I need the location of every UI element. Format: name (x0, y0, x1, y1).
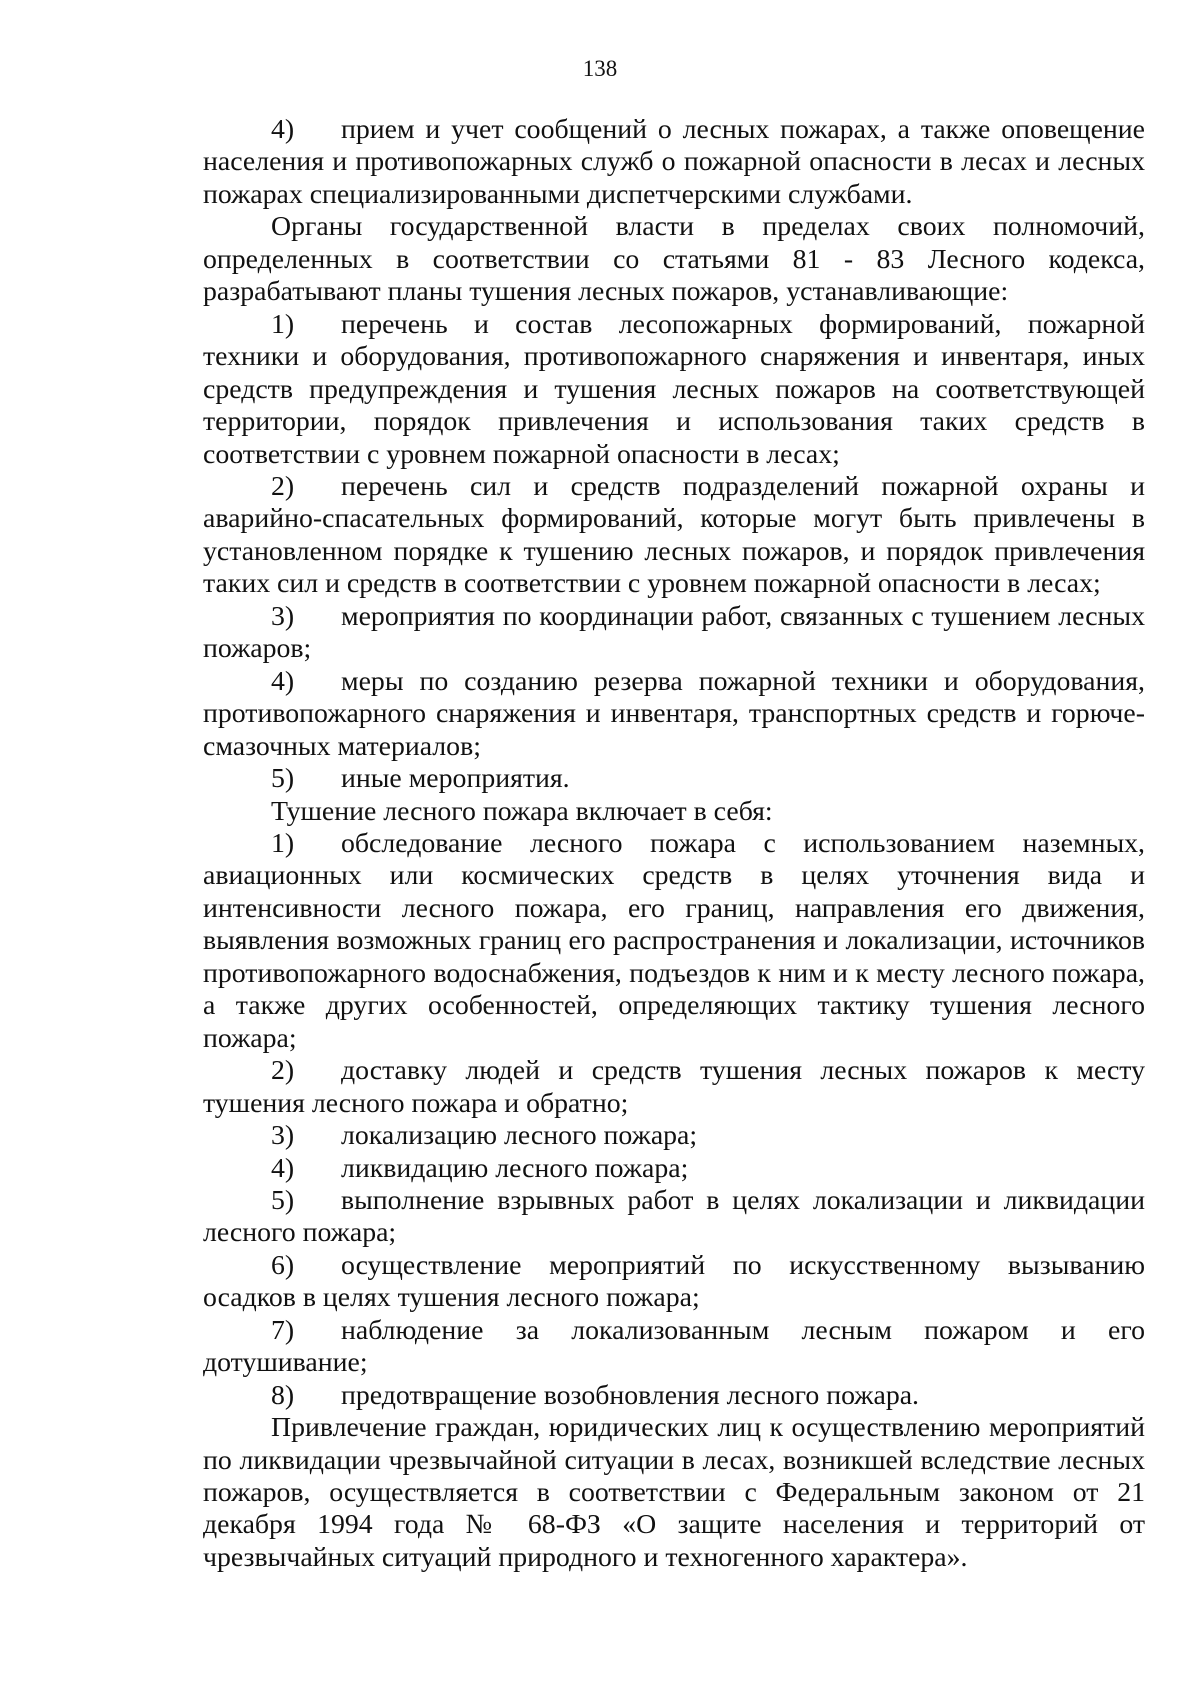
list-item-number: 3) (271, 1120, 295, 1152)
paragraph (203, 114, 1145, 211)
paragraph-text: меры по созданию резерва пожарной техники и оборудования, противопожарного снаряжения и инвентаря, транспортных средств и горюче-смазочных материалов; (203, 665, 1145, 762)
paragraph-text: обследование лесного пожара с использованием наземных, авиационных или космических средств в целях уточнения вида и интенсивности лесного пожара, его границ, направления его движения, выявления возможных границ его распространения и локализации, источников противопожарного водоснабжения, подъездов к ним и к месту лесного пожара, а также других особенностей, определяющих тактику тушения лесного пожара; (203, 827, 1145, 1054)
list-item-number: 7) (271, 1314, 295, 1346)
paragraph-text: мероприятия по координации работ, связанных с тушением лесных пожаров; (203, 600, 1145, 665)
list-item-number: 4) (271, 1152, 295, 1184)
paragraph (203, 763, 1145, 795)
paragraph (203, 1250, 1145, 1315)
document-body (203, 114, 1145, 1574)
paragraph-text: осуществление мероприятий по искусственному вызыванию осадков в целях тушения лесного пожара; (203, 1249, 1145, 1314)
paragraph-text: Привлечение граждан, юридических лиц к осуществлению мероприятий по ликвидации чрезвычайной ситуации в лесах, возникшей вследствие лесных пожаров, осуществляется в соответствии с Федеральным законом от 21 декабря 1994 года № 68-ФЗ «О защите населения и территорий от чрезвычайных ситуаций природного и техногенного характера». (203, 1412, 1145, 1573)
paragraph-text: предотвращение возобновления лесного пожара. (341, 1379, 920, 1411)
paragraph (203, 1153, 1145, 1185)
list-item-number: 1) (271, 827, 295, 859)
paragraph (203, 1315, 1145, 1380)
paragraph (203, 1412, 1145, 1574)
paragraph (203, 1055, 1145, 1120)
paragraph (203, 601, 1145, 666)
list-item-number: 2) (271, 1055, 295, 1087)
paragraph-text: перечень сил и средств подразделений пожарной охраны и аварийно-спасательных формирований, которые могут быть привлечены в установленном порядке к тушению лесных пожаров, и порядок привлечения таких сил и средств в соответствии с уровнем пожарной опасности в лесах; (203, 470, 1145, 600)
paragraph-text: ликвидацию лесного пожара; (341, 1152, 689, 1184)
paragraph-text: Тушение лесного пожара включает в себя: (271, 795, 773, 827)
paragraph (203, 666, 1145, 763)
paragraph-text: локализацию лесного пожара; (341, 1120, 698, 1152)
list-item-number: 4) (271, 665, 295, 697)
list-item-number: 3) (271, 600, 295, 632)
paragraph-text: прием и учет сообщений о лесных пожарах, а также оповещение населения и противопожарных служб о пожарной опасности в лесах и лесных пожарах специализированными диспетчерскими службами. (203, 114, 1145, 210)
paragraph (203, 796, 1145, 828)
list-item-number: 8) (271, 1379, 295, 1411)
paragraph-text: доставку людей и средств тушения лесных пожаров к месту тушения лесного пожара и обратно; (203, 1055, 1145, 1119)
list-item-number: 5) (271, 763, 295, 795)
paragraph (203, 1380, 1145, 1412)
list-item-number: 1) (271, 308, 295, 340)
paragraph-text: Органы государственной власти в пределах своих полномочий, определенных в соответствии со статьями 81 - 83 Лесного кодекса, разрабатывают планы тушения лесных пожаров, устанавливающие: (203, 211, 1145, 308)
list-item-number: 6) (271, 1249, 295, 1281)
paragraph (203, 309, 1145, 471)
paragraph-text: наблюдение за локализованным лесным пожаром и его дотушивание; (203, 1314, 1145, 1379)
paragraph (203, 471, 1145, 601)
paragraph-text: перечень и состав лесопожарных формирований, пожарной техники и оборудования, противопожарного снаряжения и инвентаря, иных средств предупреждения и тушения лесных пожаров на соответствующей территории, порядок привлечения и использования таких средств в соответствии с уровнем пожарной опасности в лесах; (203, 308, 1145, 470)
list-item-number: 4) (271, 114, 295, 145)
paragraph (203, 828, 1145, 1055)
list-item-number: 5) (271, 1184, 295, 1216)
list-item-number: 2) (271, 470, 295, 502)
paragraph (203, 1120, 1145, 1152)
page-number: 138 (582, 56, 618, 81)
paragraph-text: выполнение взрывных работ в целях локализации и ликвидации лесного пожара; (203, 1184, 1145, 1249)
paragraph (203, 1185, 1145, 1250)
paragraph (203, 211, 1145, 308)
paragraph-text: иные мероприятия. (341, 763, 570, 795)
